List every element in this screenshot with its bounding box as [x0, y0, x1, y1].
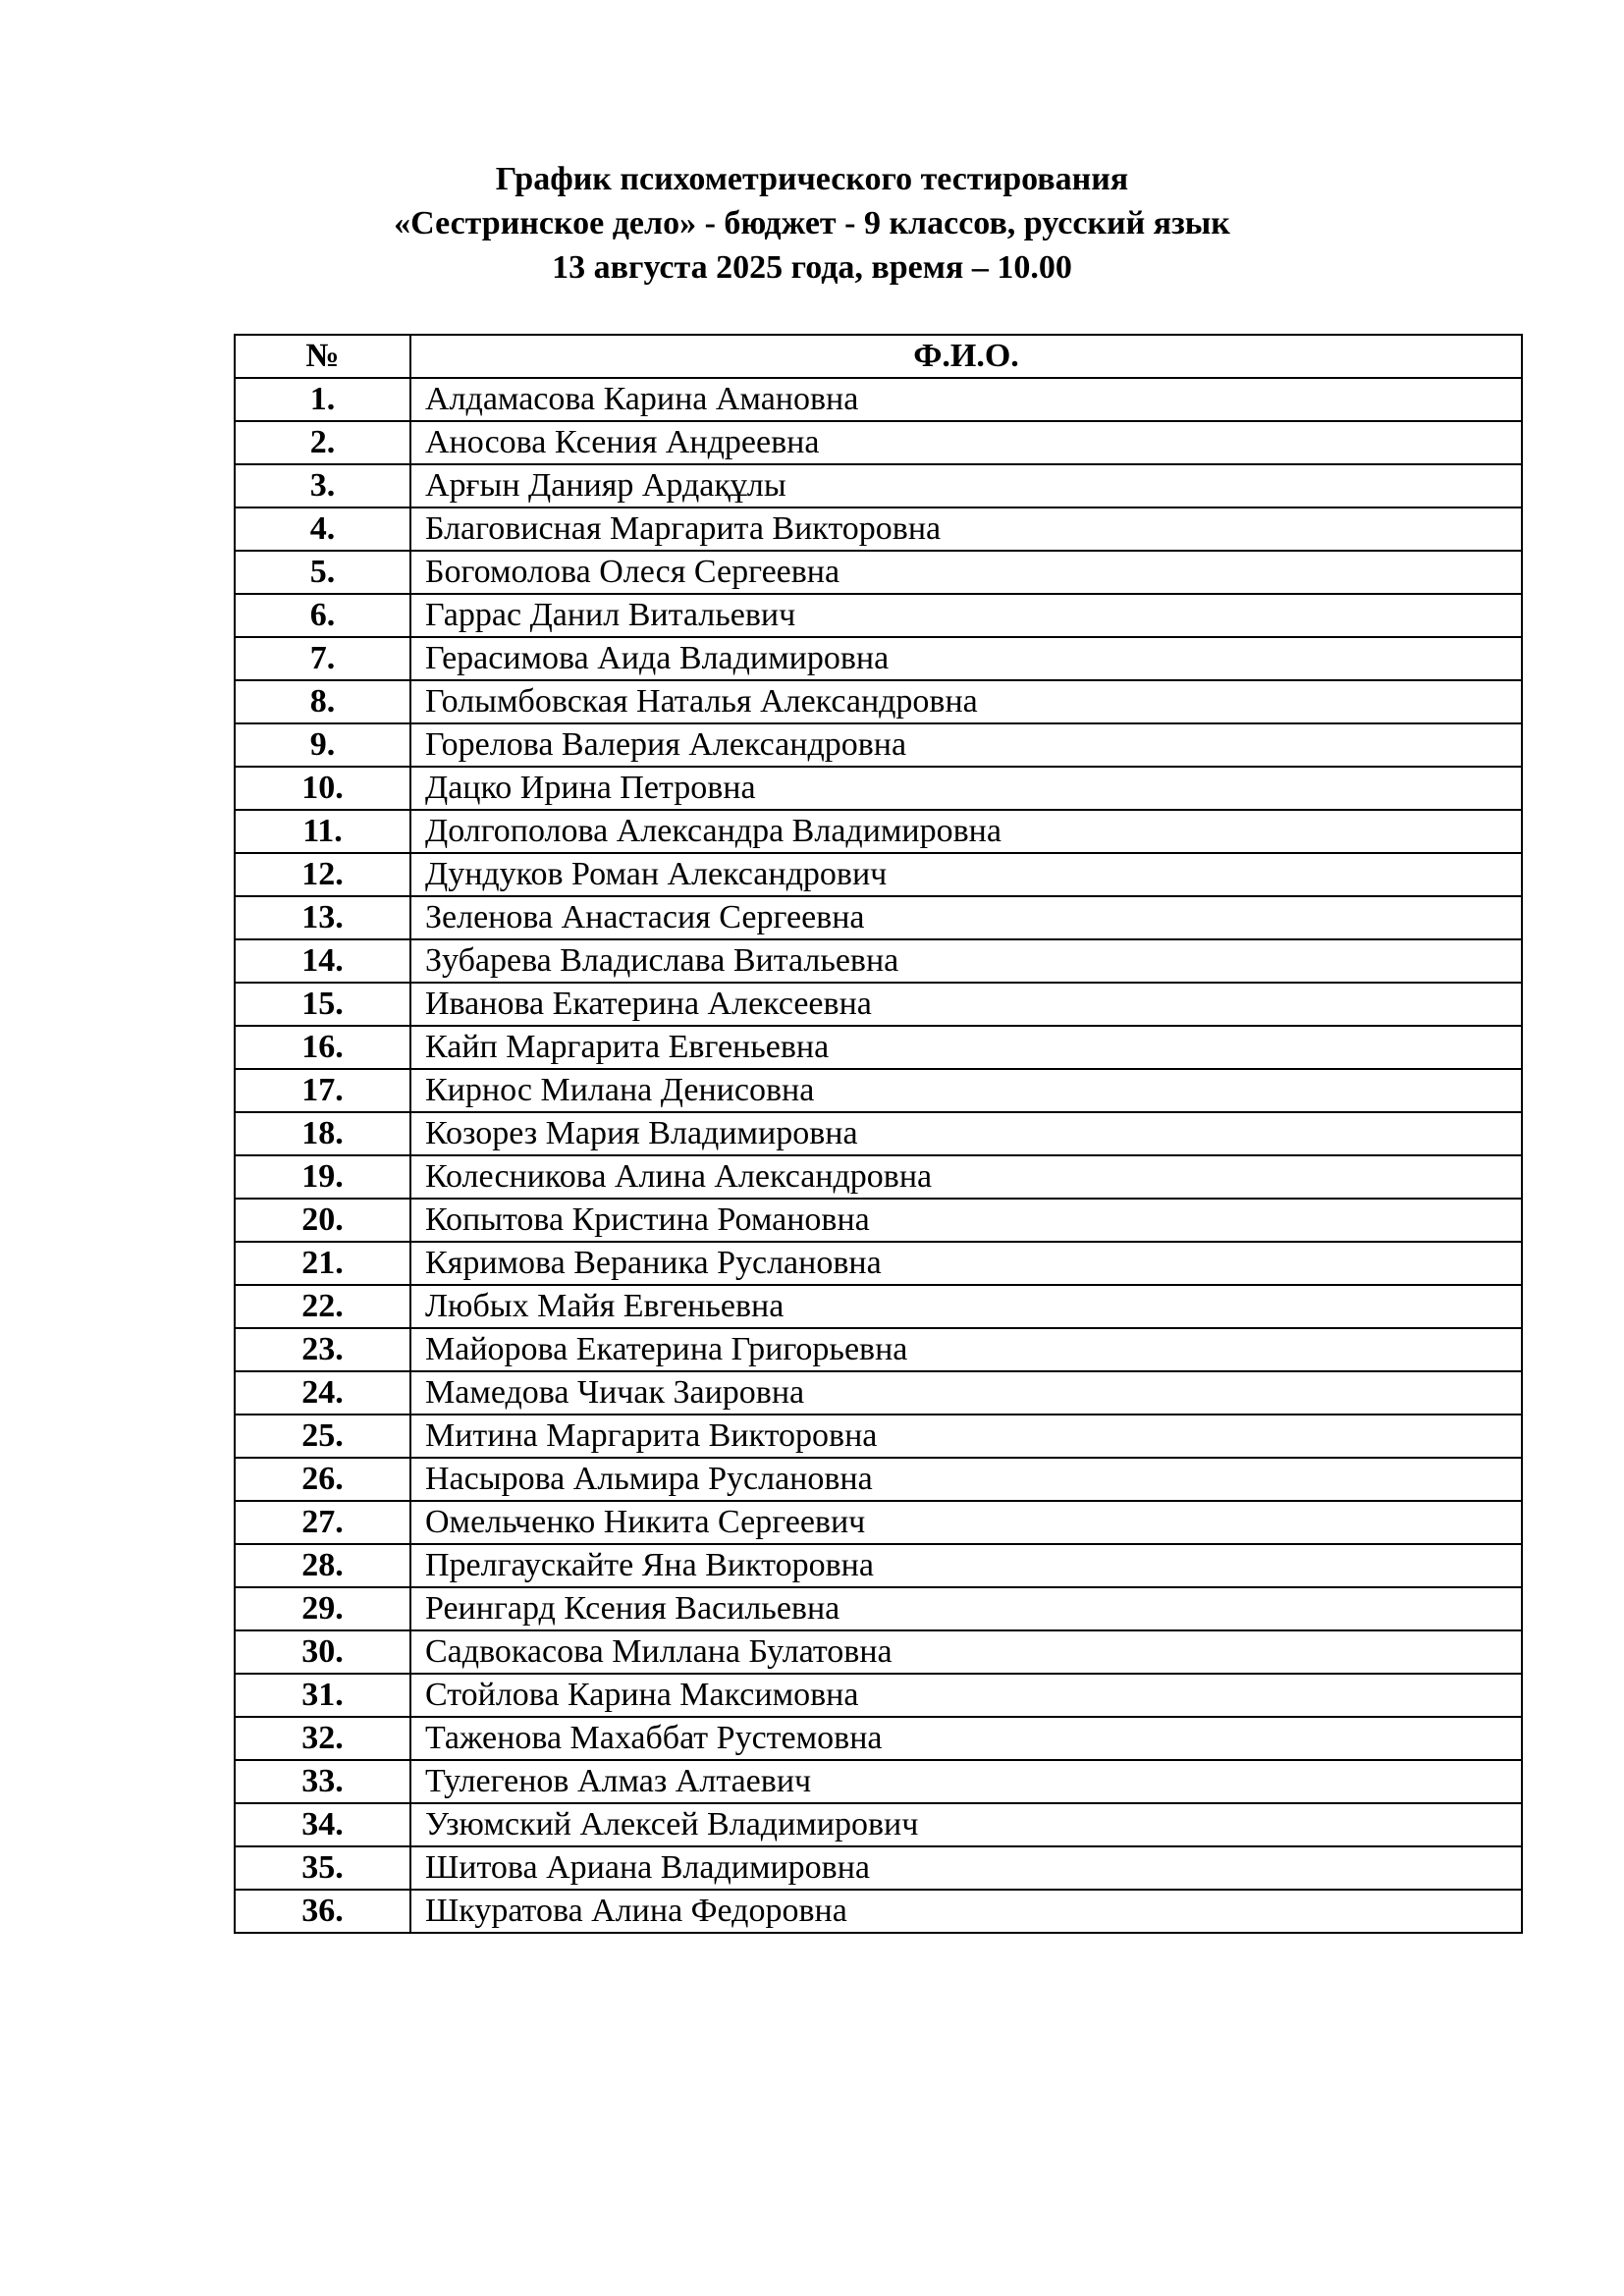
row-number: 22.	[235, 1285, 410, 1328]
table-row	[235, 1026, 1522, 1069]
row-full-name: Копытова Кристина Романовна	[410, 1199, 1522, 1242]
table-row	[235, 1890, 1522, 1933]
row-full-name: Долгополова Александра Владимировна	[410, 810, 1522, 853]
table-row	[235, 507, 1522, 551]
row-full-name: Прелгаускайте Яна Викторовна	[410, 1544, 1522, 1587]
header-subtitle: «Сестринское дело» - бюджет - 9 классов, русский язык	[394, 205, 1230, 241]
table-row	[235, 421, 1522, 464]
row-full-name: Тулегенов Алмаз Алтаевич	[410, 1760, 1522, 1803]
table-row	[235, 1846, 1522, 1890]
row-full-name: Колесникова Алина Александровна	[410, 1155, 1522, 1199]
row-number: 31.	[235, 1674, 410, 1717]
row-number: 1.	[235, 378, 410, 421]
header-title: График психометрического тестирования	[495, 161, 1129, 197]
row-full-name: Узюмский Алексей Владимирович	[410, 1803, 1522, 1846]
table-row	[235, 1630, 1522, 1674]
table-row	[235, 1285, 1522, 1328]
column-header-number: №	[235, 335, 410, 378]
table-row	[235, 939, 1522, 983]
row-number: 19.	[235, 1155, 410, 1199]
row-number: 8.	[235, 680, 410, 723]
row-full-name: Любых Майя Евгеньевна	[410, 1285, 1522, 1328]
row-number: 10.	[235, 767, 410, 810]
table-row	[235, 1674, 1522, 1717]
row-full-name: Иванова Екатерина Алексеевна	[410, 983, 1522, 1026]
table-row	[235, 1544, 1522, 1587]
row-full-name: Козорез Мария Владимировна	[410, 1112, 1522, 1155]
row-full-name: Омельченко Никита Сергеевич	[410, 1501, 1522, 1544]
table-row	[235, 1803, 1522, 1846]
row-full-name: Кирнос Милана Денисовна	[410, 1069, 1522, 1112]
table-row	[235, 1155, 1522, 1199]
row-number: 21.	[235, 1242, 410, 1285]
row-number: 26.	[235, 1458, 410, 1501]
row-number: 18.	[235, 1112, 410, 1155]
table-row	[235, 637, 1522, 680]
row-number: 24.	[235, 1371, 410, 1415]
row-number: 9.	[235, 723, 410, 767]
row-number: 27.	[235, 1501, 410, 1544]
header-date-time: 13 августа 2025 года, время – 10.00	[552, 249, 1072, 286]
row-full-name: Герасимова Аида Владимировна	[410, 637, 1522, 680]
table-row	[235, 1458, 1522, 1501]
row-full-name: Шкуратова Алина Федоровна	[410, 1890, 1522, 1933]
row-number: 14.	[235, 939, 410, 983]
row-full-name: Дацко Ирина Петровна	[410, 767, 1522, 810]
roster-table	[234, 334, 1523, 1934]
row-full-name: Дундуков Роман Александрович	[410, 853, 1522, 896]
table-row	[235, 551, 1522, 594]
row-number: 32.	[235, 1717, 410, 1760]
row-number: 2.	[235, 421, 410, 464]
row-number: 3.	[235, 464, 410, 507]
row-full-name: Митина Маргарита Викторовна	[410, 1415, 1522, 1458]
row-full-name: Зеленова Анастасия Сергеевна	[410, 896, 1522, 939]
row-full-name: Кяримова Вераника Руслановна	[410, 1242, 1522, 1285]
column-header-full-name: Ф.И.О.	[410, 335, 1522, 378]
row-full-name: Стойлова Карина Максимовна	[410, 1674, 1522, 1717]
table-header-row	[235, 335, 1522, 378]
row-number: 28.	[235, 1544, 410, 1587]
row-full-name: Мамедова Чичак Заировна	[410, 1371, 1522, 1415]
row-full-name: Реингард Ксения Васильевна	[410, 1587, 1522, 1630]
row-full-name: Арғын Данияр Ардақұлы	[410, 464, 1522, 507]
table-row	[235, 810, 1522, 853]
table-row	[235, 723, 1522, 767]
row-number: 33.	[235, 1760, 410, 1803]
row-full-name: Насырова Альмира Руслановна	[410, 1458, 1522, 1501]
row-number: 16.	[235, 1026, 410, 1069]
row-number: 20.	[235, 1199, 410, 1242]
table-row	[235, 1415, 1522, 1458]
table-row	[235, 896, 1522, 939]
table-row	[235, 767, 1522, 810]
table-row	[235, 594, 1522, 637]
row-number: 11.	[235, 810, 410, 853]
row-full-name: Шитова Ариана Владимировна	[410, 1846, 1522, 1890]
row-full-name: Гаррас Данил Витальевич	[410, 594, 1522, 637]
table-row	[235, 853, 1522, 896]
row-full-name: Аносова Ксения Андреевна	[410, 421, 1522, 464]
row-full-name: Благовисная Маргарита Викторовна	[410, 507, 1522, 551]
row-number: 17.	[235, 1069, 410, 1112]
row-full-name: Богомолова Олеся Сергеевна	[410, 551, 1522, 594]
row-full-name: Голымбовская Наталья Александровна	[410, 680, 1522, 723]
row-full-name: Майорова Екатерина Григорьевна	[410, 1328, 1522, 1371]
table-row	[235, 1371, 1522, 1415]
row-number: 7.	[235, 637, 410, 680]
document-header	[0, 157, 1624, 290]
row-full-name: Горелова Валерия Александровна	[410, 723, 1522, 767]
row-full-name: Садвокасова Миллана Булатовна	[410, 1630, 1522, 1674]
row-number: 23.	[235, 1328, 410, 1371]
row-full-name: Кайп Маргарита Евгеньевна	[410, 1026, 1522, 1069]
table-row	[235, 1717, 1522, 1760]
row-number: 13.	[235, 896, 410, 939]
row-number: 36.	[235, 1890, 410, 1933]
row-full-name: Таженова Махаббат Рустемовна	[410, 1717, 1522, 1760]
table-row	[235, 1760, 1522, 1803]
table-row	[235, 680, 1522, 723]
row-number: 5.	[235, 551, 410, 594]
row-full-name: Алдамасова Карина Амановна	[410, 378, 1522, 421]
row-number: 35.	[235, 1846, 410, 1890]
table-row	[235, 1242, 1522, 1285]
table-row	[235, 1069, 1522, 1112]
table-row	[235, 464, 1522, 507]
table-row	[235, 1112, 1522, 1155]
row-number: 15.	[235, 983, 410, 1026]
row-number: 12.	[235, 853, 410, 896]
table-row	[235, 1328, 1522, 1371]
table-row	[235, 1199, 1522, 1242]
table-row	[235, 983, 1522, 1026]
table-row	[235, 1501, 1522, 1544]
row-number: 6.	[235, 594, 410, 637]
row-number: 30.	[235, 1630, 410, 1674]
row-number: 34.	[235, 1803, 410, 1846]
table-row	[235, 1587, 1522, 1630]
row-full-name: Зубарева Владислава Витальевна	[410, 939, 1522, 983]
row-number: 29.	[235, 1587, 410, 1630]
row-number: 4.	[235, 507, 410, 551]
table-body	[235, 378, 1522, 1933]
row-number: 25.	[235, 1415, 410, 1458]
table-row	[235, 378, 1522, 421]
